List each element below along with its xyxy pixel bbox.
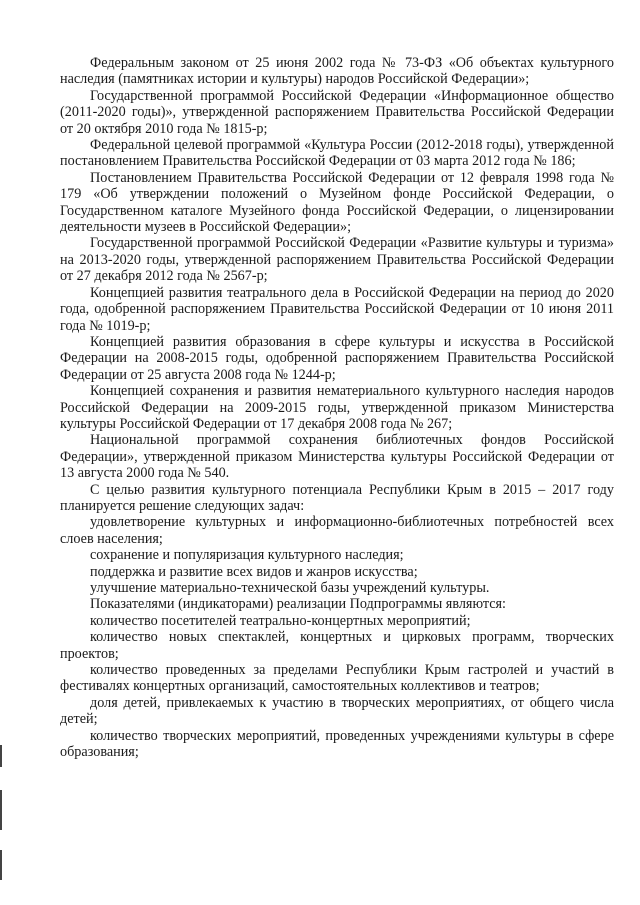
legal-basis-item: Государственной программой Российской Федерации «Развитие культуры и туризма» на 2013-2020 годы, утвержденной распоряжением Правительства Российской Федерации от 27 декабря 2012 года № 2567-р; [60,235,614,285]
indicator-item: доля детей, привлекаемых к участию в творческих мероприятиях, от общего числа детей; [60,694,614,728]
task-item: улучшение материально-технической базы учреждений культуры. [90,580,490,596]
legal-basis-item: Национальной программой сохранения библиотечных фондов Российской Федерации», утвержденной приказом Министерства культуры Российской Федерации от 13 августа 2000 года № 540. [60,432,614,482]
legal-basis-item: Концепцией развития образования в сфере культуры и искусства в Российской Федерации на 2008-2015 годы, одобренной распоряжением Правительства Российской Федерации от 25 августа 2008 года № 1244-р; [60,333,614,383]
legal-basis-item: Федеральным законом от 25 июня 2002 года № 73-ФЗ «Об объектах культурного наследия (памятниках истории и культуры) народов Российской Федерации»; [60,55,614,88]
legal-basis-item: Государственной программой Российской Федерации «Информационное общество (2011-2020 годы)», утвержденной распоряжением Правительства Российской Федерации от 20 октября 2010 года № 1815-р; [60,87,614,137]
legal-basis-item: Концепцией развития театрального дела в Российской Федерации на период до 2020 года, одобренной распоряжением Правительства Российской Федерации от 10 июня 2011 года № 1019-р; [60,284,614,334]
document-body [60,55,614,760]
indicator-item: количество проведенных за пределами Республики Крым гастролей и участий в фестивалях концертных организаций, самостоятельных коллективов и театров; [60,662,614,695]
legal-basis-item: Постановлением Правительства Российской Федерации от 12 февраля 1998 года № 179 «Об утверждении положений о Музейном фонде Российской Федерации, о Государственном каталоге Музейного фонда Российской Федерации, о лицензировании деятельности музеев в Российской Федерации»; [60,169,614,236]
scan-edge-mark [0,745,2,767]
scan-edge-mark [0,850,2,880]
task-item: сохранение и популяризация культурного наследия; [90,547,404,564]
scan-edge-mark [0,790,2,830]
legal-basis-item: Концепцией сохранения и развития нематериального культурного наследия народов Российской Федерации на 2009-2015 годы, утвержденной приказом Министерства культуры Российской Федерации от 17 декабря 2008 года № 267; [60,383,614,432]
task-item: удовлетворение культурных и информационно-библиотечных потребностей всех слоев населения; [60,514,614,547]
indicator-item: количество посетителей театрально-концертных мероприятий; [90,612,471,629]
goals-intro-paragraph: С целью развития культурного потенциала Республики Крым в 2015 – 2017 году планируется решение следующих задач: [60,481,614,514]
legal-basis-item: Федеральной целевой программой «Культура России (2012-2018 годы), утвержденной постановлением Правительства Российской Федерации от 03 марта 2012 года № 186; [60,137,614,170]
indicators-intro: Показателями (индикаторами) реализации Подпрограммы являются: [90,596,506,613]
task-item: поддержка и развитие всех видов и жанров искусства; [90,563,418,580]
indicator-item: количество новых спектаклей, концертных и цирковых программ, творческих проектов; [60,629,614,662]
indicator-item: количество творческих мероприятий, проведенных учреждениями культуры в сфере образования; [60,727,614,761]
